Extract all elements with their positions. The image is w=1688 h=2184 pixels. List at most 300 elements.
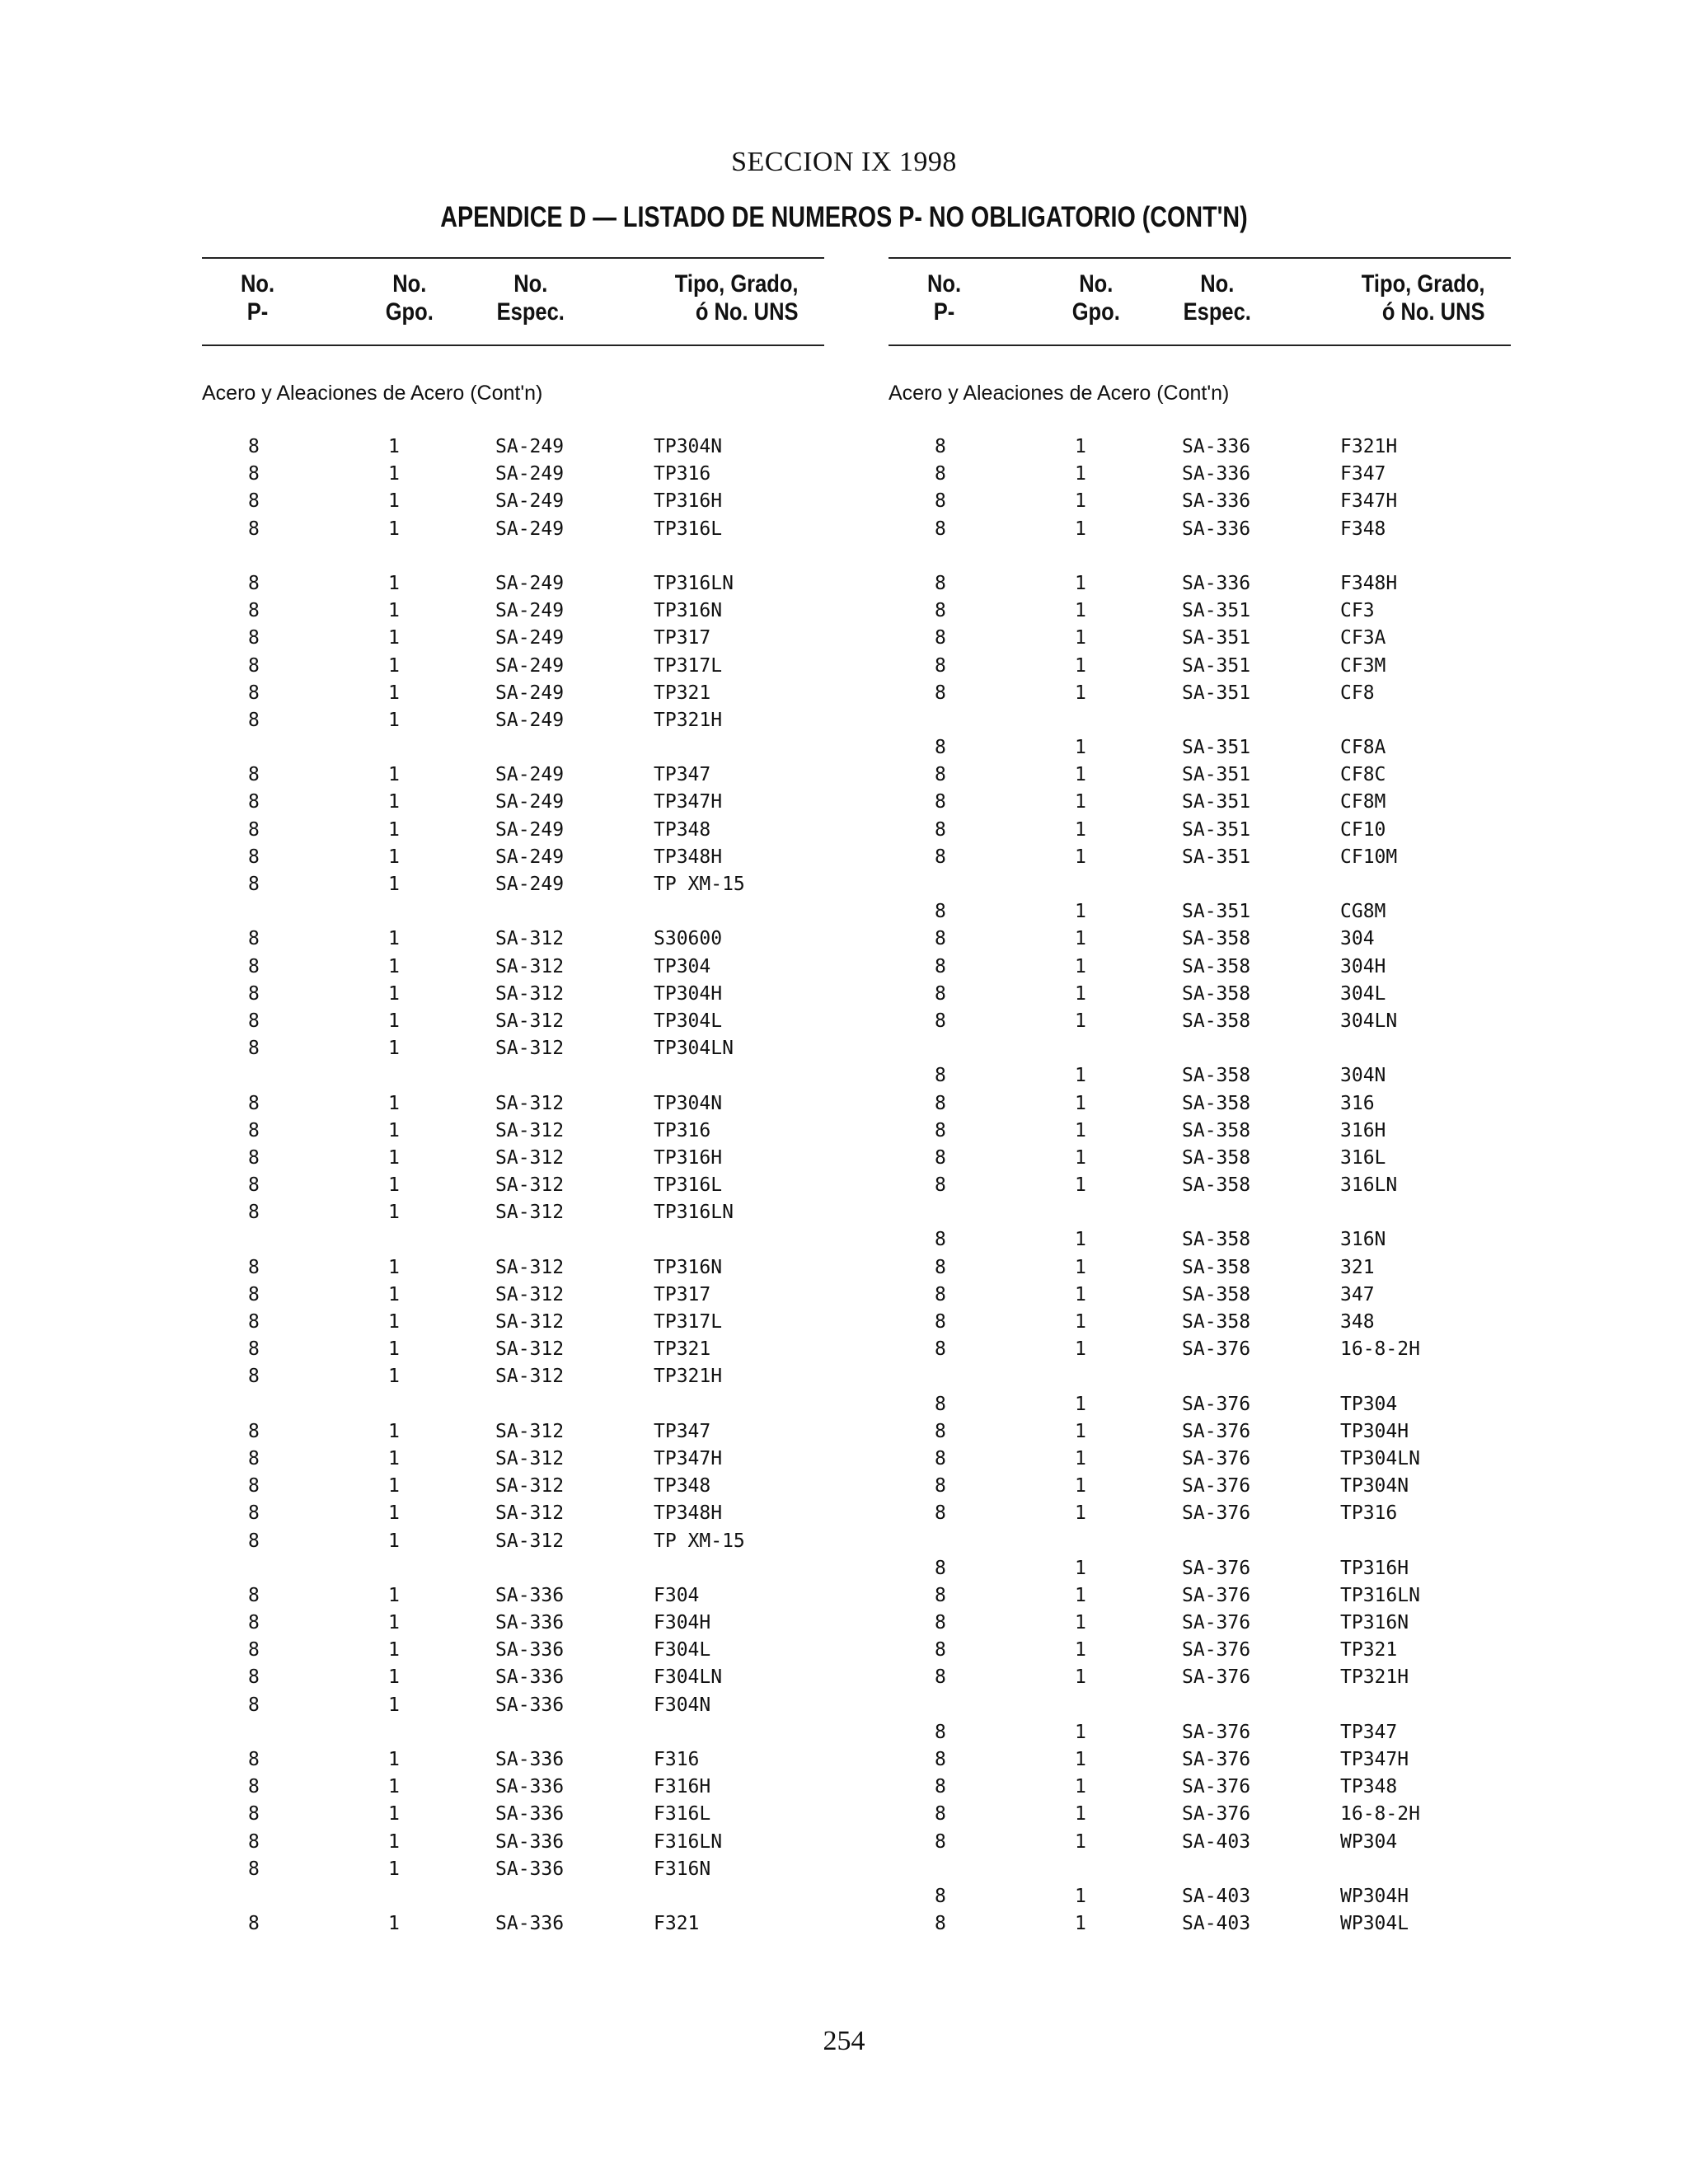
table-row <box>202 1856 824 1883</box>
group-number-cell: 1 <box>1075 518 1086 540</box>
group-number-cell: 1 <box>1075 654 1086 677</box>
p-number-cell: 8 <box>935 1010 946 1032</box>
spec-number-cell: SA-249 <box>495 764 565 786</box>
table-row <box>202 789 824 816</box>
p-number-cell: 8 <box>935 1447 946 1469</box>
group-spacer <box>202 1062 824 1090</box>
table-row <box>202 1035 824 1062</box>
table-row <box>202 1528 824 1555</box>
group-number-cell: 1 <box>1075 1557 1086 1579</box>
p-number-cell: 8 <box>248 1776 260 1798</box>
group-number-cell: 1 <box>388 1694 400 1716</box>
p-number-cell: 8 <box>248 1174 260 1197</box>
group-number-cell: 1 <box>388 1776 400 1798</box>
group-spacer <box>202 1883 824 1910</box>
group-number-cell: 1 <box>388 709 400 731</box>
p-number-cell: 8 <box>248 1010 260 1032</box>
spec-number-cell: SA-312 <box>495 1475 565 1497</box>
group-number-cell: 1 <box>1075 1830 1086 1853</box>
spec-number-cell: SA-249 <box>495 572 565 594</box>
p-number-cell: 8 <box>935 1803 946 1825</box>
group-number-cell: 1 <box>1075 1311 1086 1333</box>
p-number-cell: 8 <box>248 463 260 485</box>
table-row <box>202 570 824 598</box>
table-row <box>202 871 824 898</box>
table-row <box>889 434 1511 461</box>
p-number-cell: 8 <box>935 600 946 622</box>
spec-number-cell: SA-336 <box>495 1639 565 1661</box>
p-number-cell: 8 <box>935 1885 946 1907</box>
header-type-grade: Tipo, Grado, ó No. UNS <box>674 270 799 326</box>
type-grade-cell: TP316L <box>654 1174 723 1197</box>
group-spacer <box>889 543 1511 570</box>
spec-number-cell: SA-336 <box>1182 490 1251 513</box>
group-number-cell: 1 <box>388 1803 400 1825</box>
spec-number-cell: SA-336 <box>1182 572 1251 594</box>
data-rows <box>202 434 824 1938</box>
spec-number-cell: SA-336 <box>1182 463 1251 485</box>
table-row <box>202 1309 824 1336</box>
table-row <box>202 1582 824 1610</box>
spec-number-cell: SA-336 <box>495 1830 565 1853</box>
spec-number-cell: SA-249 <box>495 682 565 704</box>
table-row <box>889 1883 1511 1910</box>
p-number-cell: 8 <box>935 1830 946 1853</box>
spec-number-cell: SA-358 <box>1182 1256 1251 1278</box>
p-number-cell: 8 <box>935 846 946 868</box>
group-spacer <box>202 1555 824 1582</box>
group-number-cell: 1 <box>388 764 400 786</box>
group-number-cell: 1 <box>388 874 400 895</box>
spec-number-cell: SA-312 <box>495 928 565 950</box>
spec-number-cell: SA-358 <box>1182 1229 1251 1251</box>
group-number-cell: 1 <box>1075 1776 1086 1798</box>
type-grade-cell: F304 <box>654 1584 700 1606</box>
table-row <box>889 844 1511 871</box>
table-row <box>202 926 824 953</box>
type-grade-cell: TP XM-15 <box>654 1530 745 1552</box>
table-row <box>889 1719 1511 1746</box>
table-row <box>889 1446 1511 1473</box>
table-row <box>889 1391 1511 1418</box>
group-number-cell: 1 <box>1075 627 1086 649</box>
p-number-cell: 8 <box>935 654 946 677</box>
type-grade-cell: WP304L <box>1340 1913 1409 1935</box>
p-number-cell: 8 <box>935 1776 946 1798</box>
spec-number-cell: SA-351 <box>1182 846 1251 868</box>
type-grade-cell: TP316N <box>654 600 723 622</box>
p-number-cell: 8 <box>935 737 946 759</box>
type-grade-cell: CF8M <box>1340 791 1386 813</box>
spec-number-cell: SA-312 <box>495 1311 565 1333</box>
spec-number-cell: SA-249 <box>495 709 565 731</box>
type-grade-cell: TP304N <box>654 436 723 457</box>
p-number-cell: 8 <box>248 490 260 513</box>
table-row <box>889 625 1511 652</box>
group-spacer <box>889 1692 1511 1719</box>
group-number-cell: 1 <box>1075 1092 1086 1114</box>
spec-number-cell: SA-351 <box>1182 600 1251 622</box>
spec-number-cell: SA-376 <box>1182 1776 1251 1798</box>
p-number-cell: 8 <box>248 1475 260 1497</box>
spec-number-cell: SA-358 <box>1182 1119 1251 1141</box>
table-row <box>202 981 824 1008</box>
table-row <box>889 1418 1511 1446</box>
type-grade-cell: F321H <box>1340 436 1398 457</box>
table-row <box>202 1145 824 1172</box>
p-number-cell: 8 <box>248 874 260 895</box>
group-number-cell: 1 <box>388 791 400 813</box>
type-grade-cell: TP317 <box>654 627 711 649</box>
spec-number-cell: SA-358 <box>1182 1065 1251 1087</box>
spec-number-cell: SA-312 <box>495 1256 565 1278</box>
type-grade-cell: TP347 <box>1340 1721 1398 1743</box>
table-row <box>889 1118 1511 1145</box>
type-grade-cell: F348 <box>1340 518 1386 540</box>
table-row <box>202 1610 824 1637</box>
type-grade-cell: TP316LN <box>1340 1584 1420 1606</box>
p-number-cell: 8 <box>935 1229 946 1251</box>
group-number-cell: 1 <box>1075 1065 1086 1087</box>
type-grade-cell: 316L <box>1340 1146 1386 1169</box>
p-number-cell: 8 <box>248 1858 260 1880</box>
p-number-cell: 8 <box>248 1283 260 1305</box>
table-row <box>889 1910 1511 1938</box>
table-row <box>202 516 824 543</box>
spec-number-cell: SA-358 <box>1182 982 1251 1005</box>
type-grade-cell: TP316 <box>654 463 711 485</box>
group-number-cell: 1 <box>1075 1803 1086 1825</box>
table-row <box>202 1282 824 1309</box>
p-number-cell: 8 <box>935 490 946 513</box>
section-label: Acero y Aleaciones de Acero (Cont'n) <box>889 382 1230 405</box>
table-row <box>202 1637 824 1664</box>
table-row <box>889 1145 1511 1172</box>
group-number-cell: 1 <box>1075 1749 1086 1770</box>
p-number-cell: 8 <box>248 791 260 813</box>
spec-number-cell: SA-358 <box>1182 1146 1251 1169</box>
p-number-cell: 8 <box>935 1749 946 1770</box>
type-grade-cell: CF8C <box>1340 764 1386 786</box>
spec-number-cell: SA-351 <box>1182 682 1251 704</box>
p-number-cell: 8 <box>935 1475 946 1497</box>
p-number-cell: 8 <box>248 1038 260 1060</box>
spec-number-cell: SA-376 <box>1182 1666 1251 1689</box>
type-grade-cell: TP348 <box>654 818 711 841</box>
spec-number-cell: SA-336 <box>1182 436 1251 457</box>
type-grade-cell: CF3M <box>1340 654 1386 677</box>
table-row <box>202 1500 824 1527</box>
type-grade-cell: TP321 <box>654 1338 711 1361</box>
p-number-cell: 8 <box>248 627 260 649</box>
group-number-cell: 1 <box>1075 791 1086 813</box>
table-row <box>202 680 824 707</box>
spec-number-cell: SA-376 <box>1182 1612 1251 1634</box>
table-row <box>202 488 824 515</box>
type-grade-cell: TP321H <box>654 709 723 731</box>
table-row <box>202 954 824 981</box>
group-number-cell: 1 <box>1075 1721 1086 1743</box>
type-grade-cell: TP348H <box>654 846 723 868</box>
table-row <box>889 680 1511 707</box>
group-number-cell: 1 <box>388 1447 400 1469</box>
group-spacer <box>202 1226 824 1254</box>
spec-number-cell: SA-376 <box>1182 1475 1251 1497</box>
group-number-cell: 1 <box>1075 1283 1086 1305</box>
group-number-cell: 1 <box>1075 1393 1086 1415</box>
type-grade-cell: 316N <box>1340 1229 1386 1251</box>
spec-number-cell: SA-376 <box>1182 1338 1251 1361</box>
group-number-cell: 1 <box>1075 572 1086 594</box>
type-grade-cell: S30600 <box>654 928 723 950</box>
table-row <box>889 1008 1511 1035</box>
spec-number-cell: SA-249 <box>495 600 565 622</box>
type-grade-cell: 304L <box>1340 982 1386 1005</box>
spec-number-cell: SA-249 <box>495 846 565 868</box>
table-row <box>889 898 1511 926</box>
spec-number-cell: SA-376 <box>1182 1639 1251 1661</box>
p-number-cell: 8 <box>935 518 946 540</box>
p-number-cell: 8 <box>935 1420 946 1442</box>
spec-number-cell: SA-312 <box>495 1119 565 1141</box>
type-grade-cell: 316LN <box>1340 1174 1398 1197</box>
group-number-cell: 1 <box>1075 1229 1086 1251</box>
type-grade-cell: CF3 <box>1340 600 1375 622</box>
p-number-cell: 8 <box>248 928 260 950</box>
p-number-cell: 8 <box>248 1830 260 1853</box>
p-number-cell: 8 <box>935 463 946 485</box>
p-number-cell: 8 <box>248 764 260 786</box>
group-number-cell: 1 <box>1075 955 1086 977</box>
group-number-cell: 1 <box>388 1092 400 1114</box>
spec-number-cell: SA-249 <box>495 436 565 457</box>
table-row <box>202 762 824 789</box>
spec-number-cell: SA-249 <box>495 463 565 485</box>
group-number-cell: 1 <box>388 1475 400 1497</box>
header-bottom-rule <box>202 344 824 346</box>
table-row <box>889 570 1511 598</box>
spec-number-cell: SA-312 <box>495 1146 565 1169</box>
group-number-cell: 1 <box>1075 600 1086 622</box>
table-row <box>889 1172 1511 1199</box>
group-number-cell: 1 <box>1075 764 1086 786</box>
group-number-cell: 1 <box>1075 1666 1086 1689</box>
p-number-cell: 8 <box>935 1612 946 1634</box>
group-number-cell: 1 <box>1075 1338 1086 1361</box>
p-number-cell: 8 <box>935 1092 946 1114</box>
table-row <box>202 461 824 488</box>
group-number-cell: 1 <box>1075 737 1086 759</box>
type-grade-cell: TP304 <box>1340 1393 1398 1415</box>
spec-number-cell: SA-358 <box>1182 1174 1251 1197</box>
spec-number-cell: SA-312 <box>495 1092 565 1114</box>
table-row <box>889 1282 1511 1309</box>
p-number-cell: 8 <box>248 1202 260 1224</box>
type-grade-cell: F316N <box>654 1858 711 1880</box>
table-row <box>889 926 1511 953</box>
type-grade-cell: 304N <box>1340 1065 1386 1087</box>
type-grade-cell: 321 <box>1340 1256 1375 1278</box>
p-number-cell: 8 <box>935 818 946 841</box>
type-grade-cell: TP XM-15 <box>654 874 745 895</box>
group-number-cell: 1 <box>1075 463 1086 485</box>
type-grade-cell: TP304LN <box>1340 1447 1420 1469</box>
table-row <box>202 598 824 625</box>
p-number-cell: 8 <box>248 818 260 841</box>
type-grade-cell: 316H <box>1340 1119 1386 1141</box>
table-row <box>889 516 1511 543</box>
column-headers <box>202 259 824 344</box>
group-number-cell: 1 <box>388 846 400 868</box>
group-spacer <box>889 1528 1511 1555</box>
spec-number-cell: SA-351 <box>1182 764 1251 786</box>
type-grade-cell: F316 <box>654 1749 700 1770</box>
type-grade-cell: F348H <box>1340 572 1398 594</box>
group-number-cell: 1 <box>1075 1584 1086 1606</box>
type-grade-cell: TP304N <box>1340 1475 1409 1497</box>
table-row <box>202 844 824 871</box>
column-headers <box>889 259 1511 344</box>
group-number-cell: 1 <box>388 1010 400 1032</box>
group-number-cell: 1 <box>1075 1885 1086 1907</box>
group-number-cell: 1 <box>1075 436 1086 457</box>
p-number-cell: 8 <box>248 654 260 677</box>
p-number-cell: 8 <box>248 1803 260 1825</box>
group-number-cell: 1 <box>388 682 400 704</box>
group-number-cell: 1 <box>388 627 400 649</box>
spec-number-cell: SA-351 <box>1182 737 1251 759</box>
group-spacer <box>889 871 1511 898</box>
type-grade-cell: TP348 <box>654 1475 711 1497</box>
p-number-cell: 8 <box>248 1749 260 1770</box>
table-row <box>889 762 1511 789</box>
table-row <box>202 707 824 734</box>
p-number-cell: 8 <box>935 791 946 813</box>
type-grade-cell: TP304 <box>654 955 711 977</box>
table-row <box>202 1473 824 1500</box>
group-number-cell: 1 <box>1075 1447 1086 1469</box>
p-number-cell: 8 <box>248 1092 260 1114</box>
spec-number-cell: SA-249 <box>495 518 565 540</box>
p-number-cell: 8 <box>248 1311 260 1333</box>
spec-number-cell: SA-376 <box>1182 1393 1251 1415</box>
p-number-cell: 8 <box>248 572 260 594</box>
type-grade-cell: CF8 <box>1340 682 1375 704</box>
table-row <box>889 1062 1511 1090</box>
type-grade-cell: TP321 <box>1340 1639 1398 1661</box>
type-grade-cell: F316L <box>654 1803 711 1825</box>
spec-number-cell: SA-312 <box>495 982 565 1005</box>
p-number-cell: 8 <box>248 1338 260 1361</box>
type-grade-cell: 304H <box>1340 955 1386 977</box>
group-number-cell: 1 <box>1075 846 1086 868</box>
spec-number-cell: SA-376 <box>1182 1502 1251 1525</box>
group-number-cell: 1 <box>388 955 400 977</box>
p-number-cell: 8 <box>248 682 260 704</box>
p-number-cell: 8 <box>248 1447 260 1469</box>
type-grade-cell: 304 <box>1340 928 1375 950</box>
p-number-cell: 8 <box>935 1502 946 1525</box>
table-row <box>202 653 824 680</box>
table-row <box>889 734 1511 762</box>
table-row <box>889 1254 1511 1282</box>
group-number-cell: 1 <box>388 1146 400 1169</box>
spec-number-cell: SA-376 <box>1182 1557 1251 1579</box>
type-grade-cell: TP321H <box>1340 1666 1409 1689</box>
table-row <box>202 1418 824 1446</box>
spec-number-cell: SA-336 <box>1182 518 1251 540</box>
p-number-cell: 8 <box>935 1065 946 1087</box>
spec-number-cell: SA-336 <box>495 1858 565 1880</box>
group-number-cell: 1 <box>1075 928 1086 950</box>
group-number-cell: 1 <box>1075 1256 1086 1278</box>
type-grade-cell: CF3A <box>1340 627 1386 649</box>
type-grade-cell: 16-8-2H <box>1340 1803 1420 1825</box>
spec-number-cell: SA-336 <box>495 1913 565 1935</box>
group-spacer <box>889 1856 1511 1883</box>
group-number-cell: 1 <box>388 518 400 540</box>
p-number-cell: 8 <box>248 1119 260 1141</box>
table-row <box>889 1226 1511 1254</box>
type-grade-cell: CF8A <box>1340 737 1386 759</box>
spec-number-cell: SA-312 <box>495 1010 565 1032</box>
table-row <box>202 1363 824 1390</box>
table-row <box>889 1555 1511 1582</box>
type-grade-cell: WP304H <box>1340 1885 1409 1907</box>
p-number-cell: 8 <box>935 1256 946 1278</box>
spec-number-cell: SA-336 <box>495 1776 565 1798</box>
group-spacer <box>202 1391 824 1418</box>
group-number-cell: 1 <box>388 1530 400 1552</box>
p-number-cell: 8 <box>935 1338 946 1361</box>
group-number-cell: 1 <box>388 490 400 513</box>
spec-number-cell: SA-312 <box>495 955 565 977</box>
group-number-cell: 1 <box>388 818 400 841</box>
group-number-cell: 1 <box>388 1174 400 1197</box>
spec-number-cell: SA-312 <box>495 1283 565 1305</box>
type-grade-cell: TP317L <box>654 654 723 677</box>
group-number-cell: 1 <box>388 600 400 622</box>
spec-number-cell: SA-312 <box>495 1038 565 1060</box>
type-grade-cell: TP304LN <box>654 1038 734 1060</box>
spec-number-cell: SA-336 <box>495 1612 565 1634</box>
type-grade-cell: TP348H <box>654 1502 723 1525</box>
group-number-cell: 1 <box>1075 982 1086 1005</box>
group-number-cell: 1 <box>388 1858 400 1880</box>
p-number-cell: 8 <box>248 1584 260 1606</box>
type-grade-cell: F347 <box>1340 463 1386 485</box>
group-number-cell: 1 <box>388 1666 400 1689</box>
p-number-cell: 8 <box>935 1666 946 1689</box>
group-number-cell: 1 <box>388 1502 400 1525</box>
spec-number-cell: SA-312 <box>495 1530 565 1552</box>
table-row <box>889 598 1511 625</box>
type-grade-cell: TP316H <box>654 490 723 513</box>
table-row <box>202 1336 824 1363</box>
table-row <box>202 1910 824 1938</box>
type-grade-cell: F304H <box>654 1612 711 1634</box>
type-grade-cell: 348 <box>1340 1311 1375 1333</box>
spec-number-cell: SA-358 <box>1182 928 1251 950</box>
spec-number-cell: SA-312 <box>495 1447 565 1469</box>
type-grade-cell: TP348 <box>1340 1776 1398 1798</box>
spec-number-cell: SA-358 <box>1182 1311 1251 1333</box>
table-row <box>889 954 1511 981</box>
type-grade-cell: TP317L <box>654 1311 723 1333</box>
header-group-number: No. Gpo. <box>385 270 434 326</box>
table-row <box>202 1172 824 1199</box>
p-number-cell: 8 <box>248 982 260 1005</box>
